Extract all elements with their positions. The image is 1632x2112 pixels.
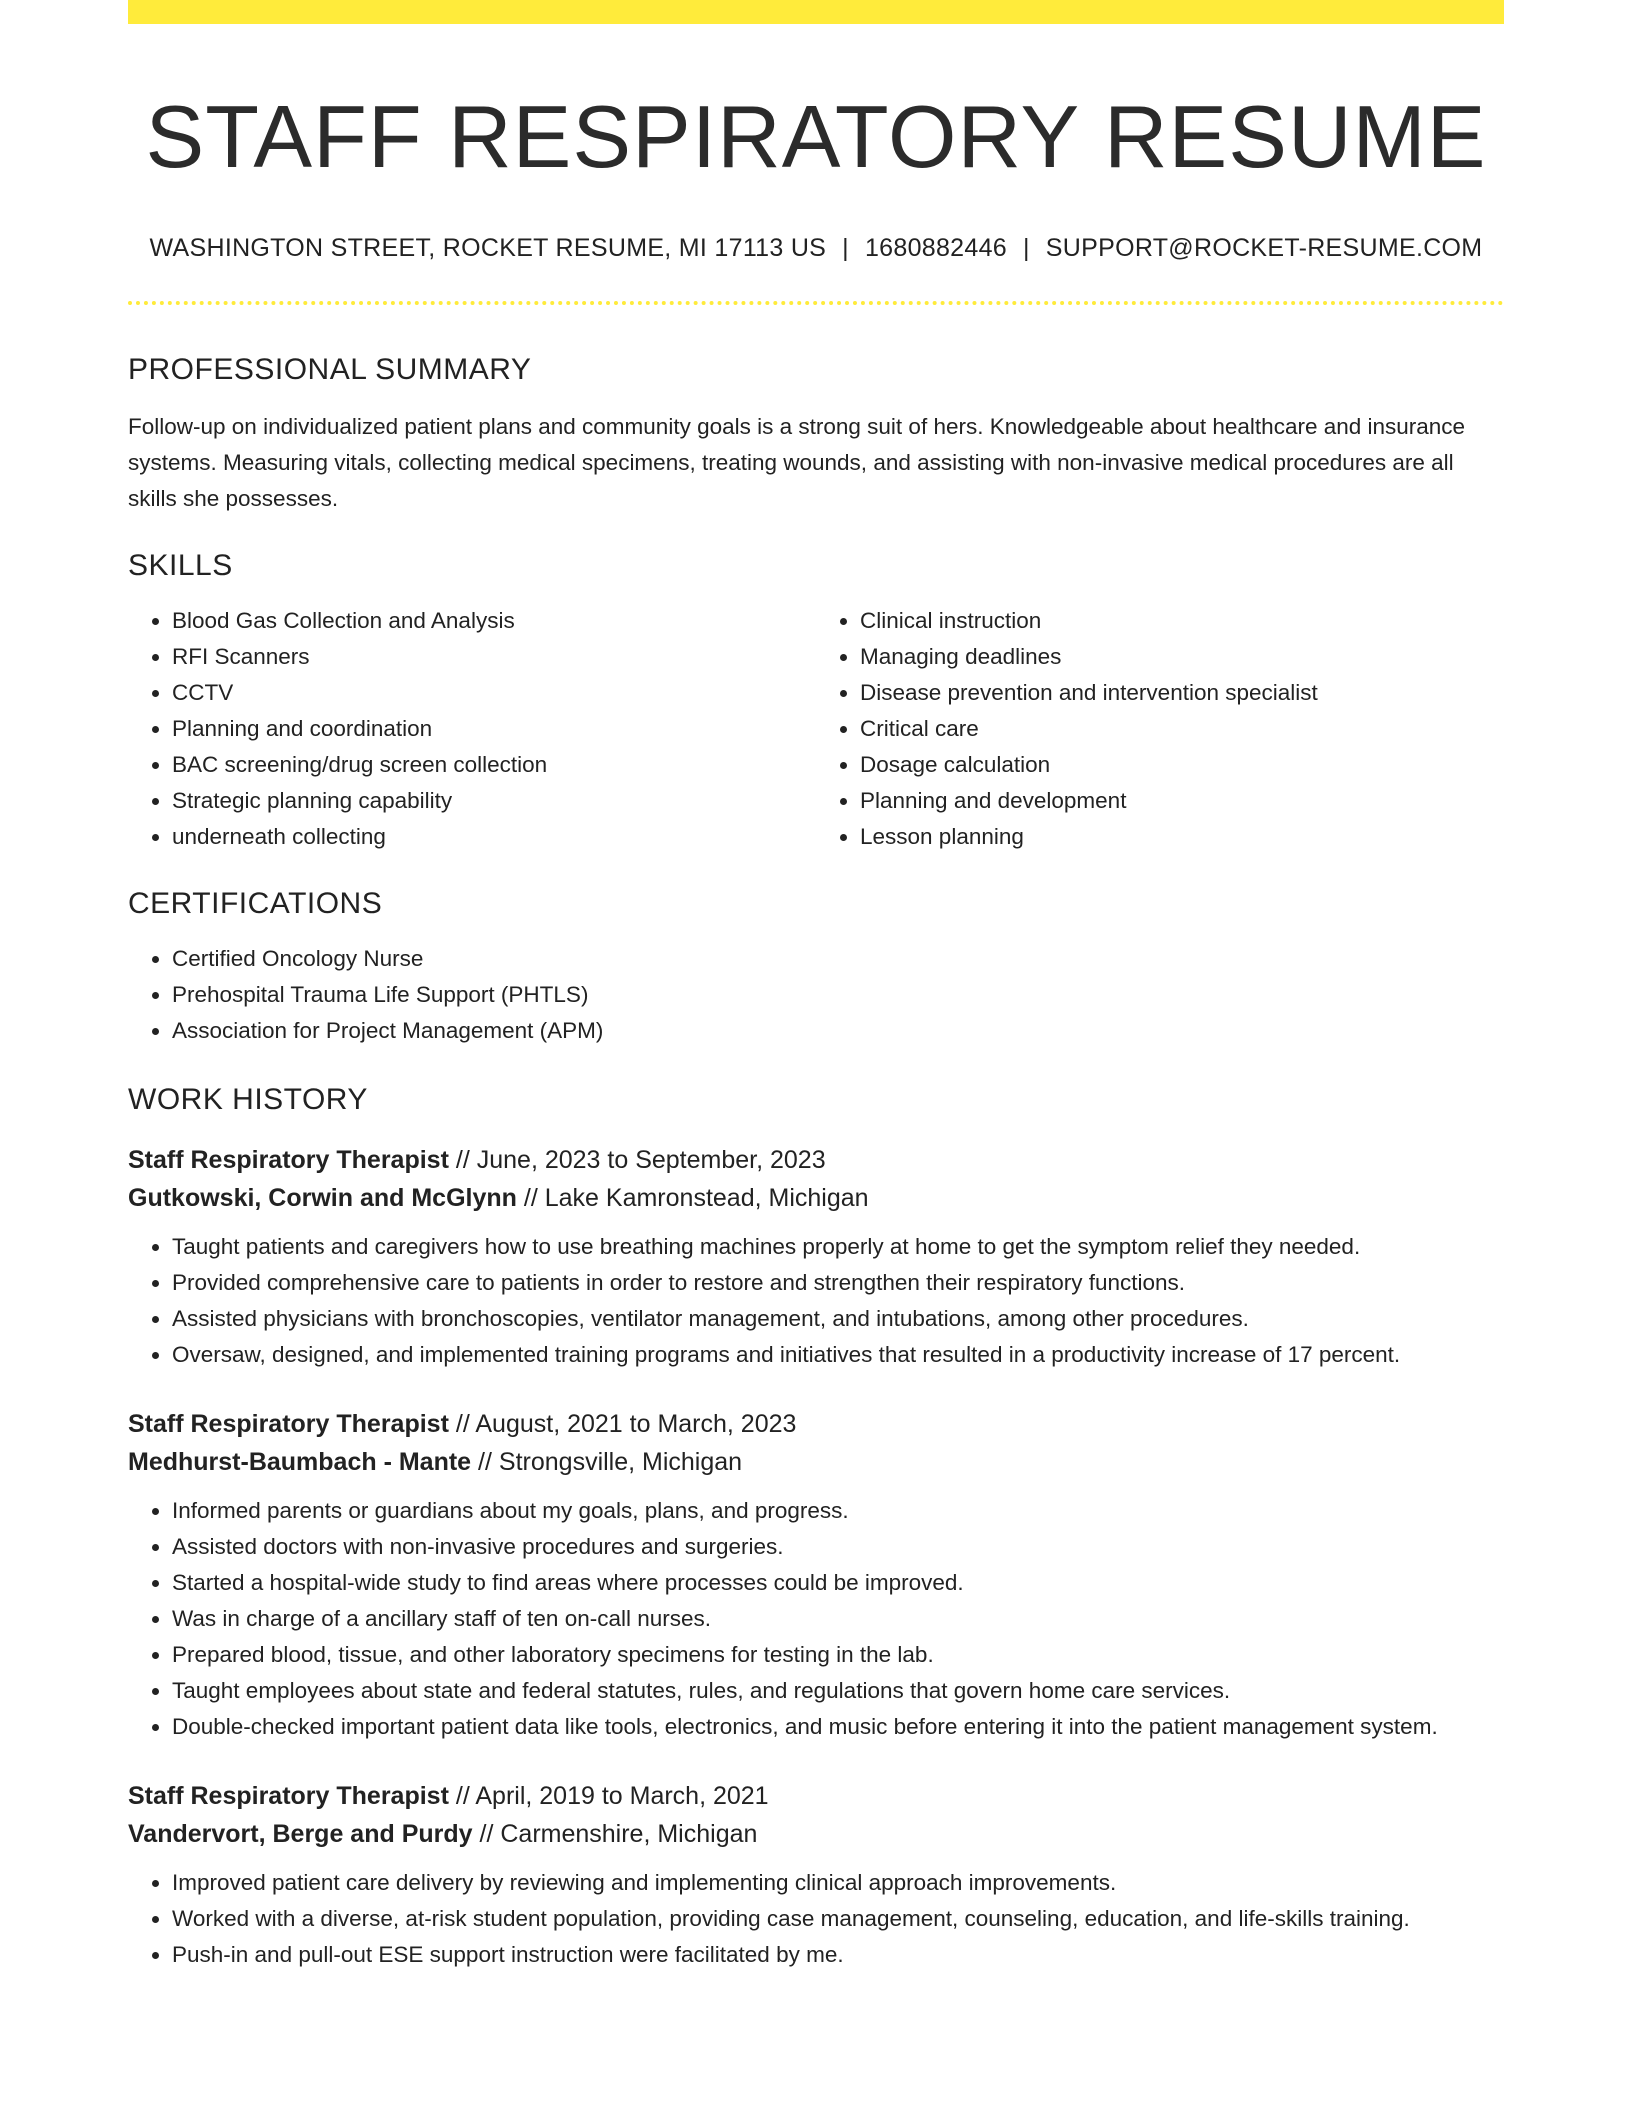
job-entry (128, 1777, 1504, 1973)
certifications-section (128, 887, 1504, 1049)
skill-item: • BAC screening/drug screen collection (172, 747, 816, 783)
certification-item: • Certified Oncology Nurse (172, 941, 1504, 977)
dotted-divider (128, 301, 1504, 305)
professional-summary-section (128, 353, 1504, 517)
job-bullets (128, 1493, 1504, 1745)
job-bullet: • Taught employees about state and federal statutes, rules, and regulations that govern home care services. (172, 1673, 1504, 1709)
section-heading: WORK HISTORY (128, 1082, 368, 1116)
job-role-line (128, 1777, 1504, 1815)
job-bullet: • Assisted physicians with bronchoscopies, ventilator management, and intubations, among other procedures. (172, 1301, 1504, 1337)
job-entry (128, 1141, 1504, 1373)
job-company: Medhurst-Baumbach - Mante (128, 1447, 472, 1476)
skill-item: • Strategic planning capability (172, 783, 816, 819)
job-bullet: • Provided comprehensive care to patients in order to restore and strengthen their respiratory functions. (172, 1265, 1504, 1301)
skills-columns (128, 603, 1504, 855)
accent-top-bar (128, 0, 1504, 24)
certification-item: • Prehospital Trauma Life Support (PHTLS) (172, 977, 1504, 1013)
skill-item: • Planning and coordination (172, 711, 816, 747)
contact-separator: | (842, 233, 849, 262)
skill-item: • Planning and development (860, 783, 1504, 819)
work-history-section (128, 1083, 1504, 1973)
job-divider: // (479, 1819, 494, 1848)
contact-line (128, 234, 1504, 263)
resume-title: STAFF RESPIRATORY RESUME (145, 87, 1487, 186)
job-company-line (128, 1443, 1504, 1481)
job-bullet: • Oversaw, designed, and implemented training programs and initiatives that resulted in a productivity increase of 17 percent. (172, 1337, 1504, 1373)
skill-item: • Blood Gas Collection and Analysis (172, 603, 816, 639)
job-bullet: • Assisted doctors with non-invasive procedures and surgeries. (172, 1529, 1504, 1565)
skill-item: • RFI Scanners (172, 639, 816, 675)
skill-item: • Clinical instruction (860, 603, 1504, 639)
job-role: Staff Respiratory Therapist (128, 1145, 449, 1174)
job-location: Strongsville, Michigan (498, 1447, 743, 1476)
section-heading: CERTIFICATIONS (128, 886, 383, 920)
job-entry (128, 1405, 1504, 1745)
skill-item: • Critical care (860, 711, 1504, 747)
contact-phone: 1680882446 (864, 233, 1007, 262)
job-divider: // (478, 1447, 492, 1476)
job-company-line (128, 1815, 1504, 1853)
contact-address: WASHINGTON STREET, ROCKET RESUME, MI 17113 US (149, 233, 827, 262)
skill-item: • Disease prevention and intervention specialist (860, 675, 1504, 711)
skills-section (128, 549, 1504, 855)
summary-text: Follow-up on individualized patient plans and community goals is a strong suit of hers. Knowledgeable about healthcare and insurance systems. Measuring vitals, collecting medical specimens, treating wounds, and assisting with non-invasive medical procedures are all skills she possesses. (128, 413, 1466, 511)
job-bullets (128, 1865, 1504, 1973)
skill-item: • Lesson planning (860, 819, 1504, 855)
section-heading: SKILLS (128, 548, 233, 582)
skills-right-list (816, 603, 1504, 855)
job-bullet: • Prepared blood, tissue, and other laboratory specimens for testing in the lab. (172, 1637, 1504, 1673)
job-divider: // (455, 1409, 470, 1438)
job-dates: August, 2021 to March, 2023 (475, 1409, 797, 1438)
skill-item: • Managing deadlines (860, 639, 1504, 675)
skills-left-column (128, 603, 816, 855)
section-heading: PROFESSIONAL SUMMARY (128, 352, 532, 386)
certification-item: • Association for Project Management (APM) (172, 1013, 1504, 1049)
job-divider: // (523, 1183, 538, 1212)
job-location: Lake Kamronstead, Michigan (544, 1183, 869, 1212)
job-company: Gutkowski, Corwin and McGlynn (128, 1183, 517, 1212)
job-divider: // (455, 1781, 470, 1810)
job-bullet: • Taught patients and caregivers how to use breathing machines properly at home to get the symptom relief they needed. (172, 1229, 1504, 1265)
job-dates: June, 2023 to September, 2023 (476, 1145, 826, 1174)
job-bullet: • Double-checked important patient data like tools, electronics, and music before entering it into the patient management system. (172, 1709, 1504, 1745)
job-role: Staff Respiratory Therapist (128, 1409, 449, 1438)
job-dates: April, 2019 to March, 2021 (475, 1781, 769, 1810)
job-company-line (128, 1179, 1504, 1217)
contact-separator: | (1023, 233, 1030, 262)
job-location: Carmenshire, Michigan (500, 1819, 758, 1848)
job-bullets (128, 1229, 1504, 1373)
job-bullet: • Push-in and pull-out ESE support instruction were facilitated by me. (172, 1937, 1504, 1973)
contact-email: SUPPORT@ROCKET-RESUME.COM (1045, 233, 1483, 262)
skill-item: • CCTV (172, 675, 816, 711)
job-bullet: • Was in charge of a ancillary staff of ten on-call nurses. (172, 1601, 1504, 1637)
job-role: Staff Respiratory Therapist (128, 1781, 449, 1810)
job-bullet: • Improved patient care delivery by reviewing and implementing clinical approach improvements. (172, 1865, 1504, 1901)
job-role-line (128, 1405, 1504, 1443)
skills-right-column (816, 603, 1504, 855)
certifications-list (128, 941, 1504, 1049)
skill-item: • Dosage calculation (860, 747, 1504, 783)
job-company: Vandervort, Berge and Purdy (128, 1819, 473, 1848)
job-role-line (128, 1141, 1504, 1179)
job-bullet: • Started a hospital-wide study to find areas where processes could be improved. (172, 1565, 1504, 1601)
skills-left-list (128, 603, 816, 855)
job-bullet: • Worked with a diverse, at-risk student population, providing case management, counseling, education, and life-skills training. (172, 1901, 1504, 1937)
skill-item: • underneath collecting (172, 819, 816, 855)
resume-page (128, 0, 1504, 1973)
job-bullet: • Informed parents or guardians about my goals, plans, and progress. (172, 1493, 1504, 1529)
job-divider: // (455, 1145, 470, 1174)
